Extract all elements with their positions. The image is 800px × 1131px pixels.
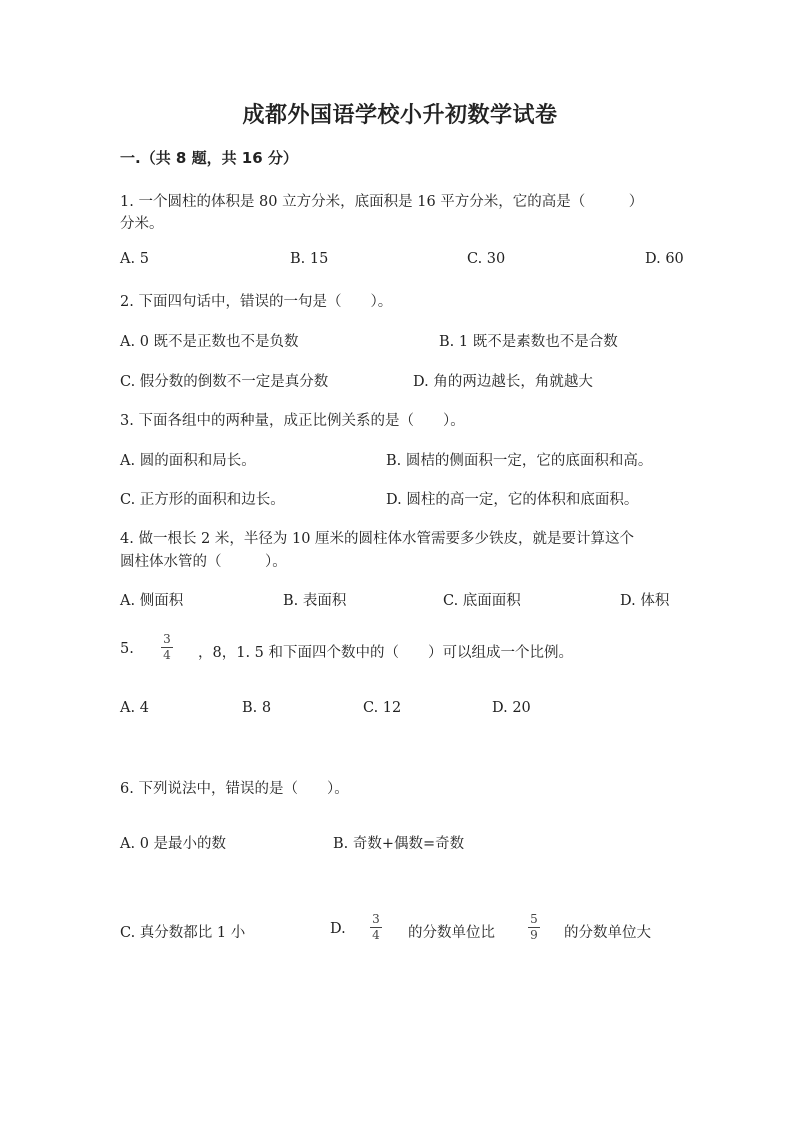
q6-option-b: B. 奇数+偶数=奇数: [333, 836, 465, 852]
q5-option-d: D. 20: [492, 700, 531, 716]
q5-fraction: [159, 633, 175, 662]
section-heading: 一.（共 8 题，共 16 分）: [120, 149, 298, 167]
q1-option-a: A. 5: [120, 251, 149, 267]
q5-option-a: A. 4: [120, 700, 149, 716]
q2-option-b: B. 1 既不是素数也不是合数: [439, 334, 618, 350]
q1-option-b: B. 15: [290, 251, 329, 267]
q1-option-d: D. 60: [645, 251, 684, 267]
q3-option-c: C. 正方形的面积和边长。: [120, 492, 285, 508]
q1-stem-line1: 1. 一个圆柱的体积是 80 立方分米，底面积是 16 平方分米，它的高是（ ）: [120, 194, 644, 210]
q1-option-c: C. 30: [467, 251, 506, 267]
q6-fraction-1-numerator: 3: [372, 912, 380, 926]
q5-fraction-denominator: 4: [163, 648, 171, 663]
q6-option-a: A. 0 是最小的数: [120, 836, 227, 852]
q6-option-d-fraction-2: [526, 913, 542, 942]
exam-title: 成都外国语学校小升初数学试卷: [242, 103, 558, 128]
q5-option-b: B. 8: [242, 700, 272, 716]
q4-stem-line2: 圆柱体水管的（ ）。: [120, 554, 287, 570]
q6-option-d-middle: 的分数单位比: [408, 925, 495, 941]
q5-stem: ，8，1. 5 和下面四个数中的（ ）可以组成一个比例。: [198, 645, 574, 661]
q2-stem: 2. 下面四句话中，错误的一句是（ ）。: [120, 294, 393, 310]
q4-stem-line1: 4. 做一根长 2 米，半径为 10 厘米的圆柱体水管需要多少铁皮，就是要计算这个: [120, 531, 635, 547]
q5-fraction-numerator: 3: [163, 632, 171, 646]
q6-option-d-end: 的分数单位大: [564, 925, 651, 941]
q6-fraction-2-denominator: 9: [530, 928, 538, 943]
q6-stem: 6. 下列说法中，错误的是（ ）。: [120, 781, 349, 797]
q3-option-a: A. 圆的面积和局长。: [120, 453, 256, 469]
q6-fraction-1-denominator: 4: [372, 928, 380, 943]
q3-option-b: B. 圆桔的侧面积一定，它的底面积和高。: [386, 453, 653, 469]
q2-option-c: C. 假分数的倒数不一定是真分数: [120, 374, 329, 390]
q6-fraction-2-numerator: 5: [530, 912, 538, 926]
q4-option-c: C. 底面面积: [443, 593, 521, 609]
q6-option-d-label: D.: [330, 921, 346, 937]
q5-option-c: C. 12: [363, 700, 402, 716]
q4-option-b: B. 表面积: [283, 593, 347, 609]
q5-number: 5.: [120, 641, 134, 657]
q4-option-d: D. 体积: [620, 593, 670, 609]
q6-option-c: C. 真分数都比 1 小: [120, 925, 246, 941]
q3-option-d: D. 圆柱的高一定，它的体积和底面积。: [386, 492, 639, 508]
q6-option-d-fraction-1: [368, 913, 384, 942]
q3-stem: 3. 下面各组中的两种量，成正比例关系的是（ ）。: [120, 413, 465, 429]
q1-stem-line2: 分米。: [120, 216, 164, 232]
q4-option-a: A. 侧面积: [120, 593, 184, 609]
q2-option-a: A. 0 既不是正数也不是负数: [120, 334, 299, 350]
q2-option-d: D. 角的两边越长，角就越大: [413, 374, 593, 390]
